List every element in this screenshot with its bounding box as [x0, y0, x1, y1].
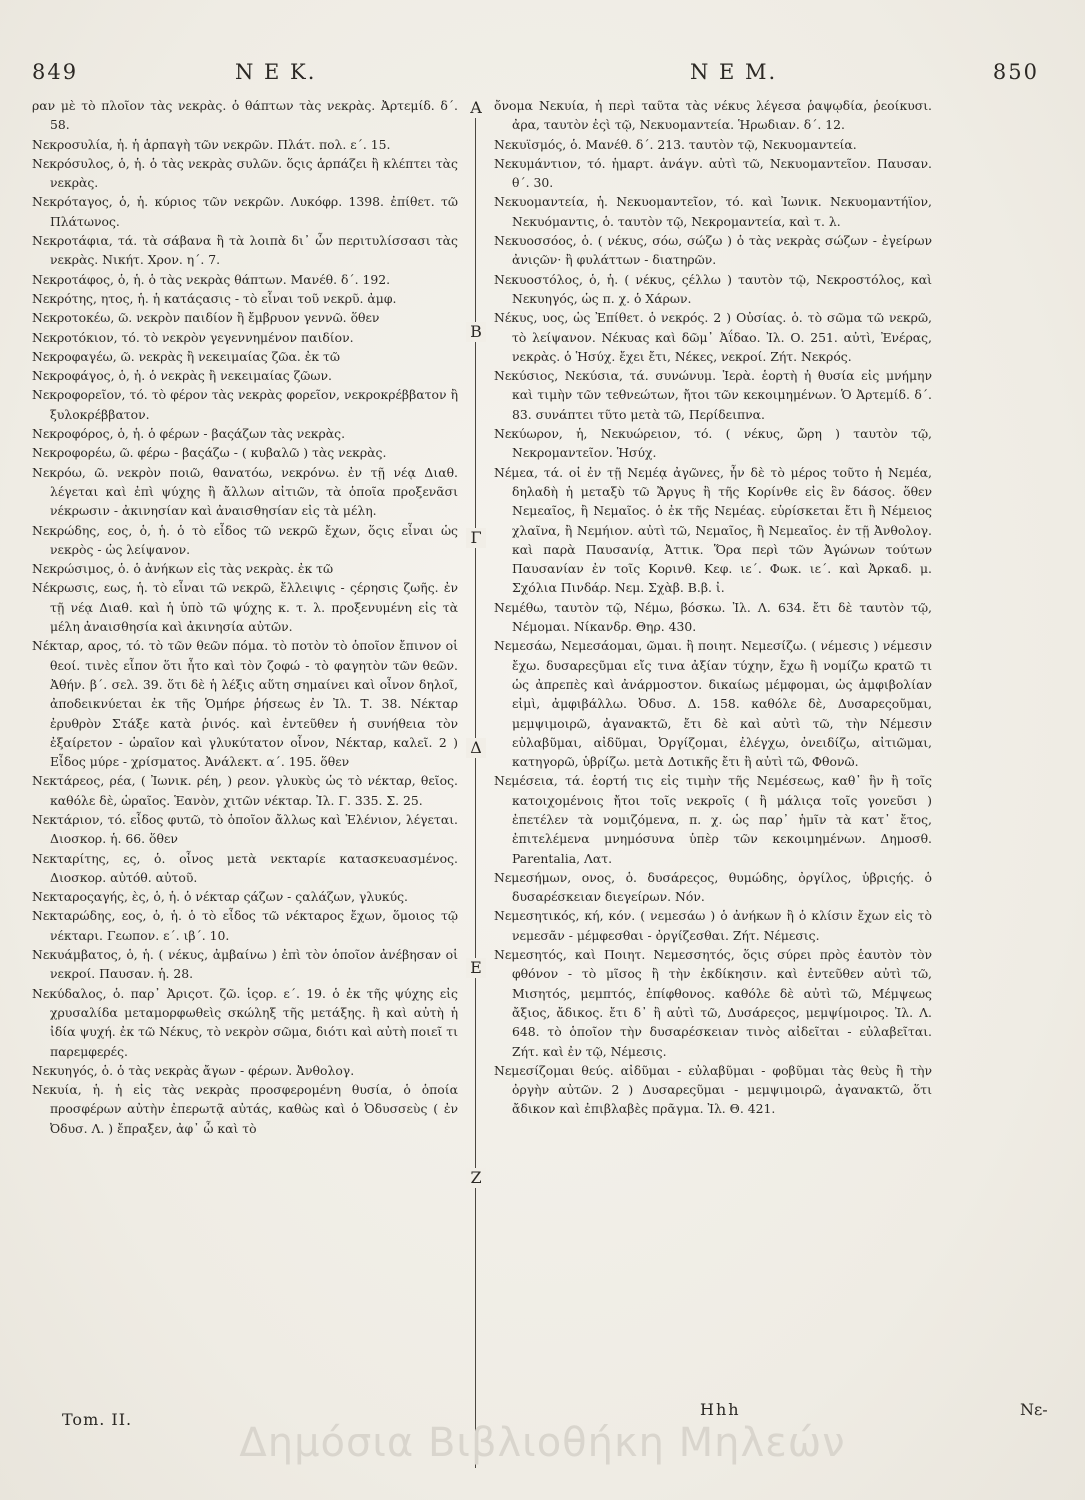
dictionary-entry: Νεκταρίτης, ες, ὁ. οἶνος μετὰ νεκταρίε κατασκευασμένος. Διοσκορ. αὐτόθ. αὐτοῦ.	[32, 850, 458, 885]
section-marker-b: Β	[466, 322, 486, 342]
dictionary-entry: Νεκύδαλος, ὁ. παρ᾽ Ἀριςοτ. ζῶ. ἱςορ. ε΄. 19. ὁ ἐκ τῆς ψύχης εἰς χρυσαλίδα μεταμορφωθεὶς σκώληξ τῆς μετάξης. ἢ καὶ αὐτὴ ἡ ἰδία ψυχή. ἐκ τῶ Νέκυς, τὸ νεκρὸν σῶμα, διότι καὶ αὐτὴ ποιεῖ τι παρεμφερές.	[32, 985, 458, 1059]
volume-label: Tom. II.	[62, 1410, 133, 1429]
dictionary-entry: Νεκρώδης, εος, ὁ, ἡ. ὁ τὸ εἶδος τῶ νεκρῶ ἔχων, ὅςις εἶναι ὡς νεκρὸς - ὡς λείψανον.	[32, 522, 458, 557]
section-marker-d: Δ	[466, 738, 486, 758]
dictionary-entry: Νεκυϊσμός, ὁ. Μανέθ. δ΄. 213. ταυτὸν τῷ, Νεκυομαντεία.	[494, 136, 857, 152]
dictionary-entry: Νέμεα, τά. οἱ ἐν τῇ Νεμέᾳ ἀγῶνες, ἦν δὲ τὸ μέρος τοῦτο ἡ Νεμέα, δηλαδὴ ἡ μεταξὺ τῶ Ἄργυς ἢ τῆς Κορίνθε εἰς ἓν δάσος. ὅθεν Νεμεαῖος, ἢ Νεμαῖος. ὁ ἐκ τῆς Νεμέας. εὑρίσκεται ἔτι ἢ Νέμειος χλαῖνα, ἢ Νεμήιον. αὐτὶ τῶ, Νεμαῖος, ἢ Νεμεαῖος. ἐν τῇ Ἀνθολογ. καὶ παρὰ Παυσανίᾳ, Ἀττικ. Ὅρα περὶ τῶν Ἀγώνων τούτων Παυσανίαν ἐν τοῖς Κορινθ. Κεφ. ιε΄. Φωκ. ιε΄. καὶ Ἀρκαδ. μ. Σχόλια Πινδάρ. Νεμ. Σχὰβ. Β.β. ἰ.	[494, 464, 932, 596]
section-marker-z: Ζ	[466, 1168, 486, 1188]
dictionary-entry: Νεκρόταγος, ὁ, ἡ. κύριος τῶν νεκρῶν. Λυκόφρ. 1398. ἐπίθετ. τῶ Πλάτωνος.	[32, 194, 458, 229]
dictionary-entry: Νεκυάμβατος, ὁ, ἡ. ( νέκυς, ἀμβαίνω ) ἐπὶ τὸν ὁποῖον ἀνέβησαν οἱ νεκροί. Παυσαν. ἡ. 28.	[32, 947, 458, 982]
dictionary-entry: Νεκρόσυλος, ὁ, ἡ. ὁ τὰς νεκρὰς συλῶν. ὅςις ἁρπάζει ἢ κλέπτει τὰς νεκρὰς.	[32, 155, 458, 191]
section-marker-e: Ε	[466, 958, 486, 978]
dictionary-entry: Νέκρωσις, εως, ἡ. τὸ εἶναι τῶ νεκρῶ, ἔλλειψις - ςέρησις ζωῆς. ἐν τῇ νέᾳ Διαθ. καὶ ἡ ὑπὸ τῶ ψύχης κ. τ. λ. προξενυμένη εἰς τὰ μέλη ἀναισθησία καὶ ἀκινησία αὐτῶν.	[32, 580, 458, 635]
section-marker-g: Γ	[466, 528, 486, 548]
catchword: Νε-	[1020, 1400, 1048, 1419]
dictionary-entry: Νεκροτάφια, τά. τὰ σάβανα ἢ τὰ λοιπὰ δι᾽ ὧν περιτυλίσσασι τὰς νεκρὰς. Νικήτ. Χρον. η΄. 7.	[32, 233, 458, 268]
dictionary-entry: Νεκυία, ἡ. ἡ εἰς τὰς νεκρὰς προσφερομένη θυσία, ὁ ὁποία προσφέρων αὐτὴν ἐπερωτᾷ αὐτάς, καθὼς καὶ ὁ Ὀδυσσεὺς ( ἐν Ὀδυσ. Λ. ) ἔπραξεν, ἀφ᾽ ὧ καὶ τὸ	[32, 1082, 458, 1136]
dictionary-entry: Νεκρόω, ῶ. νεκρὸν ποιῶ, θανατόω, νεκρόνω. ἐν τῇ νέᾳ Διαθ. λέγεται καὶ ἐπὶ ψύχης ἢ ἄλλων αἰτιῶν, τὰ ὁποῖα προξενᾶσι νέκρωσιν - ἀκινησίαν καὶ ἀναισθησίαν εἰς τὰ μέλη.	[32, 464, 458, 519]
dictionary-entry: Νεκροτάφος, ὁ, ἡ. ὁ τὰς νεκρὰς θάπτων. Μανέθ. δ΄. 192.	[32, 271, 391, 287]
dictionary-entry: Νεκροτοκέω, ῶ. νεκρὸν παιδίον ἢ ἔμβρυον γεννῶ. ὅθεν	[32, 310, 380, 326]
dictionary-entry: Νεμεσήμων, ονος, ὁ. δυσάρεςος, θυμώδης, ὀργίλος, ὑβριςής. ὁ δυσαρέσκειαν διεγείρων. Νόν.	[494, 869, 932, 905]
dictionary-entry: Νεκροφάγος, ὁ, ἡ. ὁ νεκρὰς ἢ νεκειμαίας ζῶων.	[32, 368, 332, 384]
running-title-right: Ν Ε Μ.	[690, 60, 778, 84]
page-number-left: 849	[32, 60, 79, 84]
dictionary-entry: Νεκύσιος, Νεκύσια, τά. συνώνυμ. Ἱερὰ. ἑορτὴ ἡ θυσία εἰς μνήμην καὶ τιμὴν τῶν τεθνεώτων, ἤτοι τῶν κεκοιμημένων. Ὁ Ἀρτεμίδ. δ΄. 83. συνάπτει τῦτο μετὰ τῶ, Περίδειπνα.	[494, 368, 932, 422]
dictionary-entry: Νεκυοσσόος, ὁ. ( νέκυς, σόω, σώζω ) ὁ τὰς νεκρὰς σώζων - ἐγείρων ἀνιςῶν· ἢ φυλάττων - διατηρῶν.	[494, 233, 932, 268]
dictionary-entry: ὄνομα Νεκυία, ἡ περὶ ταῦτα τὰς νέκυς λέγεσα ῥαψῳδία, ῥεοίκυσι. ἀρα, ταυτὸν ἐςὶ τῷ, Νεκυομαντεία. Ἡρωδιαν. δ΄. 12.	[494, 98, 932, 133]
dictionary-entry: Νεμεσητός, καὶ Ποιητ. Νεμεσσητός, ὅςις σύρει πρὸς ἑαυτὸν τὸν φθόνον - τὸ μῖσος ἢ τὴν ἐκδίκησιν. καὶ ἐντεῦθεν αὐτὶ τῶ, Μισητός, μεμπτός, ἐπίφθονος. καθόλε δὲ αὐτὶ τῶ, Μέμψεως ἄξιος, ἄδικος. ἔτι δ᾽ ἢ αὐτὶ τῶ, Δυσάρεςος, μεμψίμοιρος. Ἰλ. Λ. 648. τὸ ὁποῖον τὴν δυσαρέσκειαν τινὸς αἰδεῖται - εὐλαβεῖται. Ζήτ. καὶ ἐν τῷ, Νέμεσις.	[494, 947, 932, 1059]
dictionary-entry: Νεκυηγός, ὁ. ὁ τὰς νεκρὰς ἄγων - φέρων. Ἀνθολογ.	[32, 1062, 355, 1078]
dictionary-entry: Νεκροφορέω, ῶ. φέρω - βαςάζω - ( κυβαλῶ ) τὰς νεκρὰς.	[32, 445, 387, 461]
running-header	[30, 60, 1045, 94]
dictionary-entry: Νέκυς, υος, ὡς Ἐπίθετ. ὁ νεκρός. 2 ) Οὐσίας. ὁ. τὸ σῶμα τῶ νεκρῶ, τὸ λείψανον. Νέκυας καὶ δῶμ᾽ Ἀΐδαο. Ἰλ. Ο. 251. αὐτὶ, Ἐνέρας, νεκρὰς. ὁ Ἡσύχ. ἔχει ἔτι, Νέκες, νεκροί. Ζήτ. Νεκρός.	[494, 310, 932, 364]
page-number-right: 850	[992, 60, 1039, 84]
dictionary-entry: Νεκροτόκιον, τό. τὸ νεκρὸν γεγεννημένον παιδίον.	[32, 329, 354, 345]
dictionary-entry: Νεκτάρεος, ρέα, ( Ἰωνικ. ρέη, ) ρεον. γλυκὺς ὡς τὸ νέκταρ, θεῖος. καθόλε δὲ, ὡραῖος. Ἑανὸν, χιτῶν νέκταρ. Ἰλ. Γ. 335. Σ. 25.	[32, 773, 458, 808]
right-column	[494, 96, 932, 1374]
dictionary-entry: Νεκταροςαγής, ὲς, ὁ, ἡ. ὁ νέκταρ ςάζων - ςαλάζων, γλυκύς.	[32, 889, 408, 905]
dictionary-entry: Νεμέθω, ταυτὸν τῷ, Νέμω, βόσκω. Ἰλ. Λ. 634. ἔτι δὲ ταυτὸν τῷ, Νέμομαι. Νίκανδρ. Θηρ. 430.	[494, 599, 932, 635]
dictionary-entry: Νεκρότης, ητος, ἡ. ἡ κατάςασις - τὸ εἶναι τοῦ νεκρῦ. ἀμφ.	[32, 290, 397, 306]
dictionary-entry: Νεκροφόρος, ὁ, ἡ. ὁ φέρων - βαςάζων τὰς νεκρὰς.	[32, 426, 346, 442]
signature-mark: Hhh	[700, 1400, 741, 1419]
dictionary-entry: Νεκυοστόλος, ὁ, ἡ. ( νέκυς, ςέλλω ) ταυτὸν τῷ, Νεκροστόλος, καὶ Νεκυηγός, ὡς π. χ. ὁ Χάρων.	[494, 271, 932, 306]
left-column	[32, 96, 458, 1384]
dictionary-entry: Νεμεσητικός, κή, κόν. ( νεμεσάω ) ὁ ἀνήκων ἢ ὁ κλίσιν ἔχων εἰς τὸ νεμεσᾶν - μέμφεσθαι - ὀργίζεσθαι. Ζήτ. Νέμεσις.	[494, 908, 932, 943]
dictionary-entry: Νεκταρώδης, εος, ὁ, ἡ. ὁ τὸ εἶδος τῶ νέκταρος ἔχων, ὅμοιος τῷ νέκταρι. Γεωπον. ε΄. ιβ΄. 10.	[32, 908, 458, 943]
dictionary-entry: Νεκροσυλία, ἡ. ἡ ἁρπαγὴ τῶν νεκρῶν. Πλάτ. πολ. ε΄. 15.	[32, 136, 391, 152]
dictionary-entry: Νεκροφορεῖον, τό. τὸ φέρον τὰς νεκρὰς φορεῖον, νεκροκρέββατον ἢ ξυλοκρέββατον.	[32, 387, 458, 422]
dictionary-entry: ραν μὲ τὸ πλοῖον τὰς νεκρὰς. ὁ θάπτων τὰς νεκρὰς. Ἀρτεμίδ. δ΄. 58.	[32, 98, 458, 133]
dictionary-entry: Νεκρώσιμος, ὁ. ὁ ἀνήκων εἰς τὰς νεκρὰς. ἐκ τῶ	[32, 561, 334, 577]
section-marker-a: Α	[466, 98, 486, 118]
dictionary-entry: Νεμεσάω, Νεμεσάομαι, ῶμαι. ἢ ποιητ. Νεμεσίζω. ( νέμεσις ) νέμεσιν ἔχω. δυσαρεςῦμαι εἴς τινα ἀξίαν τύχην, ἔχω ἢ νομίζω κρατῶ τι ὡς ἀπρεπὲς καὶ ἀνάρμοστον. δικαίως μέμφομαι, ὡς ἀμφιβολίαν εἰμὶ, ἀμφιβάλλω. Ὀδυσ. Δ. 158. καθόλε δὲ, Δυσαρεςοῦμαι, μεμψιμοιρῶ, ἀγανακτῶ, ἔτι δὲ καὶ αὐτὶ τῶ, τὴν Νέμεσιν εὐλαβῦμαι, αἰδῦμαι, Ὀργίζομαι, ἐλέγχω, ὀνειδίζω, αἰτιῶμαι, κατηγορῶ, ὑβρίζω. μετὰ Δοτικῆς ἔτι ἢ αὐτὶ τῶ, Φθονῶ.	[494, 638, 932, 770]
dictionary-entry: Νεμέσεια, τά. ἑορτή τις εἰς τιμὴν τῆς Νεμέσεως, καθ᾽ ἣν ἢ τοῖς κατοιχομένοις ἤτοι τοῖς νεκροῖς ( ἢ μάλιςα τοῖς γονεῦσι ) ἐπετέλεν τὰ νομιζόμενα, π. χ. ὡς παρ᾽ ἡμῖν τὰ κατ᾽ ἔτος, ἐπιτελέμενα μνημόσυνα ὑπὲρ τῶν κεκοιμημένων. Δημοσθ. Parentalia, Λατ.	[494, 773, 932, 866]
dictionary-entry: Νεκτάριον, τό. εἶδος φυτῶ, τὸ ὁποῖον ἄλλως καὶ Ἑλένιον, λέγεται. Διοσκορ. ἡ. 66. ὅθεν	[32, 811, 458, 847]
dictionary-entry: Νεκύωρον, ἡ, Νεκυώρειον, τό. ( νέκυς, ὤρη ) ταυτὸν τῷ, Νεκρομαντεῖον. Ἡσύχ.	[494, 426, 932, 461]
dictionary-entry: Νεκροφαγέω, ῶ. νεκρὰς ἢ νεκειμαίας ζῶα. ἐκ τῶ	[32, 348, 341, 364]
dictionary-entry: Νεκυμάντιον, τό. ἡμαρτ. ἀνάγν. αὐτὶ τῶ, Νεκυομαντεῖον. Παυσαν. θ΄. 30.	[494, 155, 932, 191]
dictionary-entry: Νεμεσίζομαι θεύς. αἰδῦμαι - εὐλαβῦμαι - φοβῦμαι τὰς θεὺς ἢ τὴν ὀργὴν αὐτῶν. 2 ) Δυσαρεςῦμαι - μεμψιμοιρῶ, ἀγανακτῶ, ὅτι ἄδικον καὶ ἐπιβλαβὲς πρᾶγμα. Ἰλ. Θ. 421.	[494, 1062, 932, 1117]
column-divider	[475, 98, 476, 1468]
running-title-left: Ν Ε Κ.	[235, 60, 317, 84]
dictionary-entry: Νεκυομαντεία, ἡ. Νεκυομαντεῖον, τό. καὶ Ἰωνικ. Νεκυομαντήϊον, Νεκυόμαντις, ὁ. ταυτὸν τῷ, Νεκρομαντεία, καὶ τ. λ.	[494, 194, 932, 229]
library-watermark: Δημόσια Βιβλιοθήκη Μηλεών	[239, 1420, 846, 1466]
dictionary-entry: Νέκταρ, αρος, τό. τὸ τῶν θεῶν πόμα. τὸ ποτὸν τὸ ὁποῖον ἔπινον οἱ θεοί. τινὲς εἶπον ὅτι ἦτο καὶ τὸν ζοφώ - τὸ φαγητὸν τῶν θεῶν. Ἀθήν. β΄. σελ. 39. ὅτι δὲ ἡ λέξις αὕτη σημαίνει καὶ οἶνον δηλοῖ, ἀποδεικνύεται ἐκ τῆς Ὁμήρε ῥήσεως ἐν Ἰλ. Τ. 38. Νέκταρ ἐρυθρὸν Στάξε κατὰ ῥινός. καὶ ἐντεῦθεν ἡ συνήθεια τὸν ἐξαίρετον - ὡραῖον καὶ γλυκύτατον οἶνον, Νέκταρ, καλεῖ. 2 ) Εἶδος μύρε - χρίσματος. Ἀνάλεκτ. α΄. 195. ὅθεν	[32, 638, 458, 770]
